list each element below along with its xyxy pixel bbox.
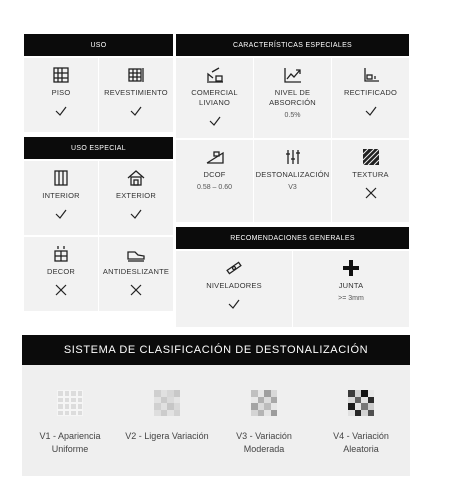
label-line-1: V4 - Variación — [333, 431, 389, 441]
check-icon — [364, 104, 378, 118]
uso-exterior — [99, 161, 173, 235]
uso-header — [24, 34, 173, 56]
check-icon — [227, 297, 241, 311]
dcof-icon — [206, 148, 224, 166]
revestimiento-label: REVESTIMIENTO — [104, 88, 168, 97]
recom-niveladores — [176, 251, 292, 327]
variant-v4-label — [333, 430, 389, 456]
sliders-icon — [284, 148, 302, 166]
label-line-1: COMERCIAL — [191, 88, 238, 97]
floor-tiles-icon — [52, 66, 70, 84]
label-line-2: ABSORCIÓN — [269, 98, 316, 107]
rectificado-label: RECTIFICADO — [343, 88, 398, 97]
leveler-icon — [225, 259, 243, 277]
uso-especial-title: USO ESPECIAL — [71, 144, 126, 152]
label-line-2: Uniforme — [51, 444, 89, 454]
door-icon — [52, 169, 70, 187]
label-line-1: V1 - Apariencia — [39, 431, 101, 441]
recomendaciones-title: RECOMENDACIONES GENERALES — [230, 234, 355, 242]
antideslizante-label: ANTIDESLIZANTE — [102, 267, 170, 276]
junta-value: >= 3mm — [338, 295, 364, 302]
v2-swatch-icon — [154, 390, 180, 416]
variant-v3-label — [236, 430, 292, 456]
variant-v3 — [219, 390, 309, 456]
uso-interior — [24, 161, 98, 235]
destonalizacion-label: DESTONALIZACIÓN — [255, 170, 330, 179]
label-line-1: V2 - Ligera Variación — [125, 431, 209, 441]
check-icon — [129, 207, 143, 221]
plus-icon — [342, 259, 360, 277]
caract-comercial-liviano — [176, 58, 253, 138]
v3-swatch-icon — [251, 390, 277, 416]
decor-label: DECOR — [46, 267, 76, 276]
texture-icon — [362, 148, 380, 166]
dcof-label: DCOF — [203, 170, 226, 179]
cross-icon — [364, 186, 378, 200]
decor-icon — [52, 245, 70, 263]
label-line-1: NIVEL DE — [274, 88, 311, 97]
v4-swatch-icon — [348, 390, 374, 416]
caract-nivel-absorcion — [254, 58, 331, 138]
nivel-absorcion-label — [269, 88, 316, 108]
niveladores-label: NIVELADORES — [206, 281, 262, 290]
comercial-liviano-label — [191, 88, 237, 108]
check-icon — [54, 207, 68, 221]
junta-label: JUNTA — [338, 281, 364, 290]
variant-v2-label — [125, 430, 208, 443]
recomendaciones-header — [176, 227, 409, 249]
house-icon — [127, 169, 145, 187]
uso-antideslizante — [99, 237, 173, 311]
caract-destonalizacion — [254, 140, 331, 222]
interior-label: INTERIOR — [42, 191, 80, 200]
cross-icon — [54, 283, 68, 297]
caract-textura — [332, 140, 409, 222]
recom-junta — [293, 251, 409, 327]
sistema-header — [22, 335, 410, 365]
label-line-1: V3 - Variación — [236, 431, 292, 441]
label-line-2: Aleatoria — [343, 444, 379, 454]
commercial-icon — [206, 66, 224, 84]
destonalizacion-value: V3 — [288, 184, 297, 191]
variant-v2 — [122, 390, 212, 443]
uso-decor — [24, 237, 98, 311]
rectified-icon — [362, 66, 380, 84]
uso-title: USO — [90, 41, 107, 49]
variant-v1-label — [39, 430, 100, 456]
label-line-2: LIVIANO — [198, 98, 230, 107]
caracteristicas-header — [176, 34, 409, 56]
label-line-2: Moderada — [243, 444, 285, 454]
caract-rectificado — [332, 58, 409, 138]
absorcion-value: 0.5% — [284, 112, 301, 119]
uso-revestimiento — [99, 58, 173, 132]
exterior-label: EXTERIOR — [116, 191, 156, 200]
uso-especial-header — [24, 137, 173, 159]
caract-dcof — [176, 140, 253, 222]
v1-swatch-icon — [57, 390, 83, 416]
sistema-title: SISTEMA DE CLASIFICACIÓN DE DESTONALIZACIÓN — [63, 344, 369, 356]
dcof-value: 0.58 – 0.60 — [196, 184, 233, 191]
variant-v1 — [25, 390, 115, 456]
piso-label: PISO — [51, 88, 71, 97]
wall-tiles-icon — [127, 66, 145, 84]
check-icon — [54, 104, 68, 118]
absorption-chart-icon — [284, 66, 302, 84]
uso-piso — [24, 58, 98, 132]
variant-v4 — [316, 390, 406, 456]
caracteristicas-title: CARACTERÍSTICAS ESPECIALES — [232, 41, 353, 49]
check-icon — [208, 114, 222, 128]
textura-label: TEXTURA — [352, 170, 389, 179]
shoe-icon — [127, 245, 145, 263]
check-icon — [129, 104, 143, 118]
cross-icon — [129, 283, 143, 297]
